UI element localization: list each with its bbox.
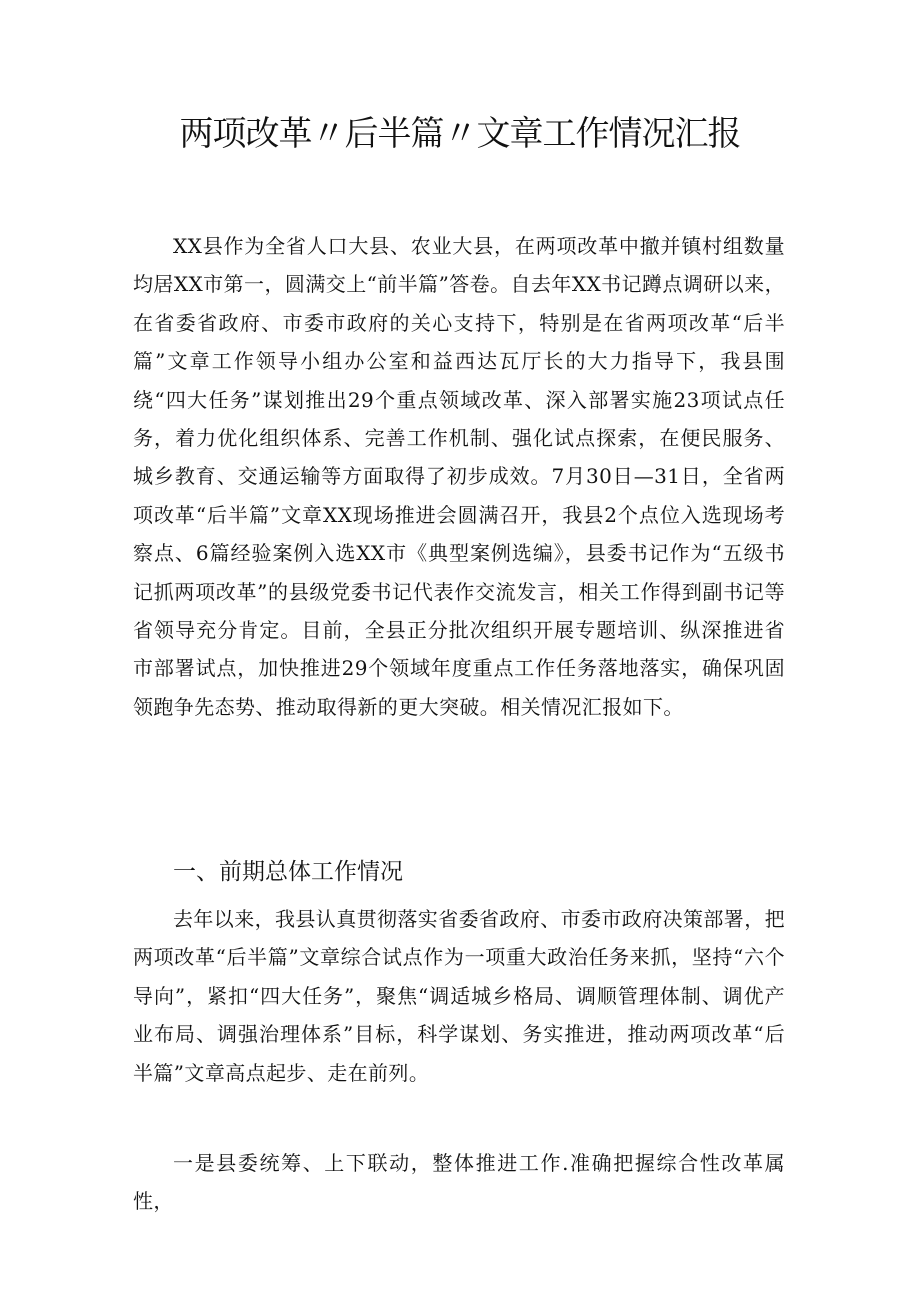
section-heading: 一、前期总体工作情况 [173,859,403,885]
document-title: 两项改革〃后半篇〃文章工作情况汇报 [179,114,741,154]
section-paragraph: 去年以来，我县认真贯彻落实省委省政府、市委市政府决策部署，把两项改革“后半篇”文章综合试点作为一项重大政治任务来抓，坚持“六个导向”，紧扣“四大任务”，聚焦“调适城乡格局、调顺管理体制、调优产业布局、调强治理体系”目标，科学谋划、务实推进，推动两项改革“后半篇”文章高点起步、走在前列。 [133,907,785,1085]
intro-paragraph: XX县作为全省人口大县、农业大县，在两项改革中撤并镇村组数量均居XX市第一，圆满交上“前半篇”答卷。自去年XX书记蹲点调研以来，在省委省政府、市委市政府的关心支持下，特别是在省两项改革“后半篇”文章工作领导小组办公室和益西达瓦厅长的大力指导下，我县围绕“四大任务”谋划推出29个重点领域改革、深入部署实施23项试点任务，着力优化组织体系、完善工作机制、强化试点探索，在便民服务、城乡教育、交通运输等方面取得了初步成效。7月30日—31日，全省两项改革“后半篇”文章XX现场推进会圆满召开，我县2个点位入选现场考察点、6篇经验案例入选XX市《典型案例选编》，县委书记作为“五级书记抓两项改革”的县级党委书记代表作交流发言，相关工作得到副书记等省领导充分肯定。目前，全县正分批次组织开展专题培训、纵深推进省市部署试点，加快推进29个领域年度重点工作任务落地落实，确保巩固领跑争先态势、推动取得新的更大突破。相关情况汇报如下。 [133,234,785,719]
continuation-paragraph: 一是县委统筹、上下联动，整体推进工作.准确把握综合性改革属性， [133,1151,785,1214]
